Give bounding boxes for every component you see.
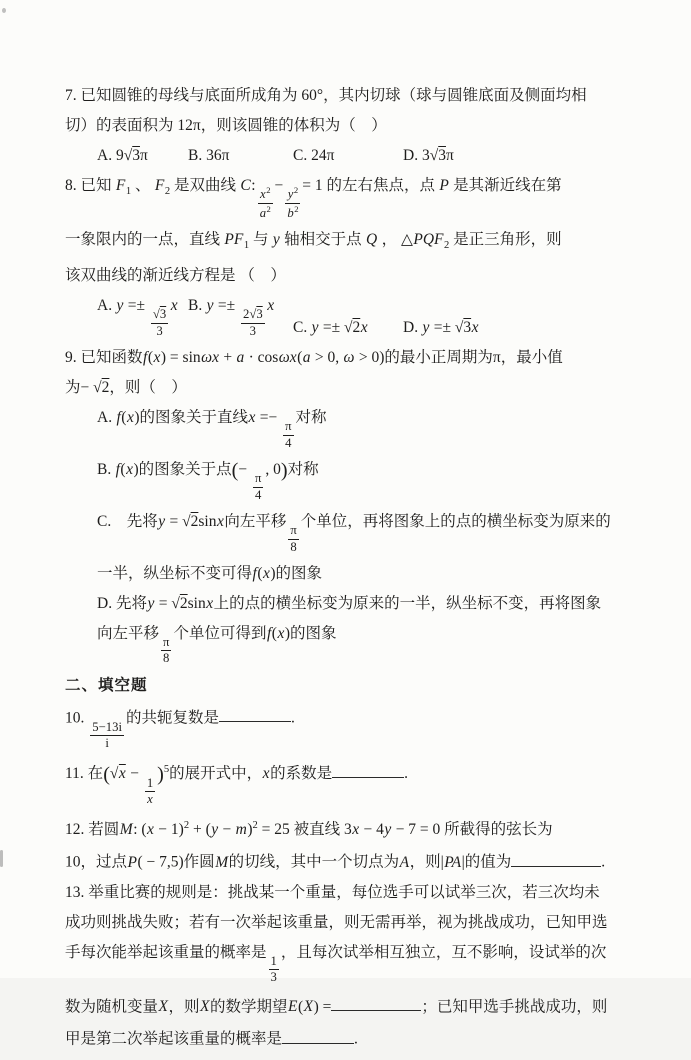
question-7-options <box>97 146 633 166</box>
q7-option-b: B. 36π <box>188 147 230 164</box>
q7-option-a: A. 9√3π <box>97 147 148 164</box>
q9-option-d-line-1: D. 先将y = √2sinx上的点的横坐标变为原来的一半，纵坐标不变，再将图象 <box>97 594 602 612</box>
question-11: 11. 在(√x − $\frac{1}{x}$ )$^5$的展开式中，x的系数是 . <box>65 763 408 806</box>
question-9-line-2: 为− √2，则（ ） <box>65 379 187 397</box>
q9-option-c-line-1: C. 先将y = √2sinx向左平移 $\frac{\pi}{8}$ 个单位，再将图象上的点的横坐标变为原来的 <box>97 512 611 554</box>
question-12-line-2: 10，过点P( − 7,5)作圆M的切线，其中一个切点为A，则|PA|的值为 . <box>65 850 633 873</box>
q9-option-d-line-2: 向左平移 $\frac{\pi}{8}$ 个单位可得到f(x)的图象 <box>97 624 337 666</box>
question-9-line-1: 9. 已知函数f(x) = sinωx + a · cosωx(a > 0, ω > 0)的最小正周期为π，最小值 <box>65 349 563 367</box>
q8-option-d: D. y =± √3x <box>403 319 479 337</box>
question-8-line-2: 一象限内的一点，直线 $PF_1$ 与 y 轴相交于点 Q ， $\triangle PQF_2$ 是正三角形，则 <box>65 231 562 252</box>
scan-smudge <box>0 850 3 867</box>
question-8-line-3: 该双曲线的渐近线方程是 （ ） <box>65 267 286 285</box>
section-2-title: 二、填空题 <box>65 676 148 694</box>
question-7-line-1: 7. 已知圆锥的母线与底面所成角为 60°，其内切球（球与圆锥底面及侧面均相 <box>65 87 587 104</box>
question-13-line-5: 甲是第二次举起该重量的概率是 . <box>65 1027 633 1050</box>
question-13-line-4: 数为随机变量X，则X的数学期望E(X) = ；已知甲选手挑战成功，则 <box>65 995 633 1018</box>
question-13-line-2: 成功则挑战失败；若有一次举起该重量，则无需再举，视为挑战成功，已知甲选 <box>65 913 608 931</box>
question-8-line-1: 8. 已知 $F_1$ 、 $F_2$ 是双曲线 C: $\frac{x^2}{a^2}$ − $\frac{y^2}{b^2}$ = 1 的左右焦点，点 P 是其渐近线在第 <box>65 177 562 220</box>
q8-option-b: B. y =± $\frac{2√3}{3}$ x <box>188 297 275 338</box>
q9-option-a: A. f(x)的图象关于直线x =− $\frac{\pi}{4}$ 对称 <box>97 409 327 450</box>
q8-option-a: A. y =± $\frac{√3}{3}$ x <box>97 297 178 338</box>
question-7-line-2: 切）的表面积为 12π，则该圆锥的体积为（ ） <box>65 117 387 134</box>
question-13-line-1: 13. 举重比赛的规则是：挑战某一个重量，每位选手可以试举三次，若三次均未 <box>65 883 600 901</box>
question-8-options <box>97 296 633 338</box>
question-12-line-1: 12. 若圆M: $(x - 1)^2 + (y - m)^2 = 25$ 被直线 3x − 4y − 7 = 0 所截得的弦长为 <box>65 820 553 839</box>
scan-speck <box>2 8 6 13</box>
question-10: 10. $\frac{5-13i}{i}$ 的共轭复数是 . <box>65 706 633 750</box>
q9-option-c-line-2: 一半，纵坐标不变可得f(x)的图象 <box>97 564 323 582</box>
question-13-line-3: 手每次能举起该重量的概率是 $\frac{1}{3}$ ，且每次试举相互独立，互不影响，设试举的次 <box>65 943 607 985</box>
q7-option-d: D. 3√3π <box>403 147 454 164</box>
exam-content <box>65 86 633 1060</box>
q7-option-c: C. 24π <box>293 147 335 164</box>
q9-option-b: B. f(x)的图象关于点(− $\frac{\pi}{4}$ , 0)对称 <box>97 459 319 502</box>
q8-option-c: C. y =± √2x <box>293 319 368 337</box>
